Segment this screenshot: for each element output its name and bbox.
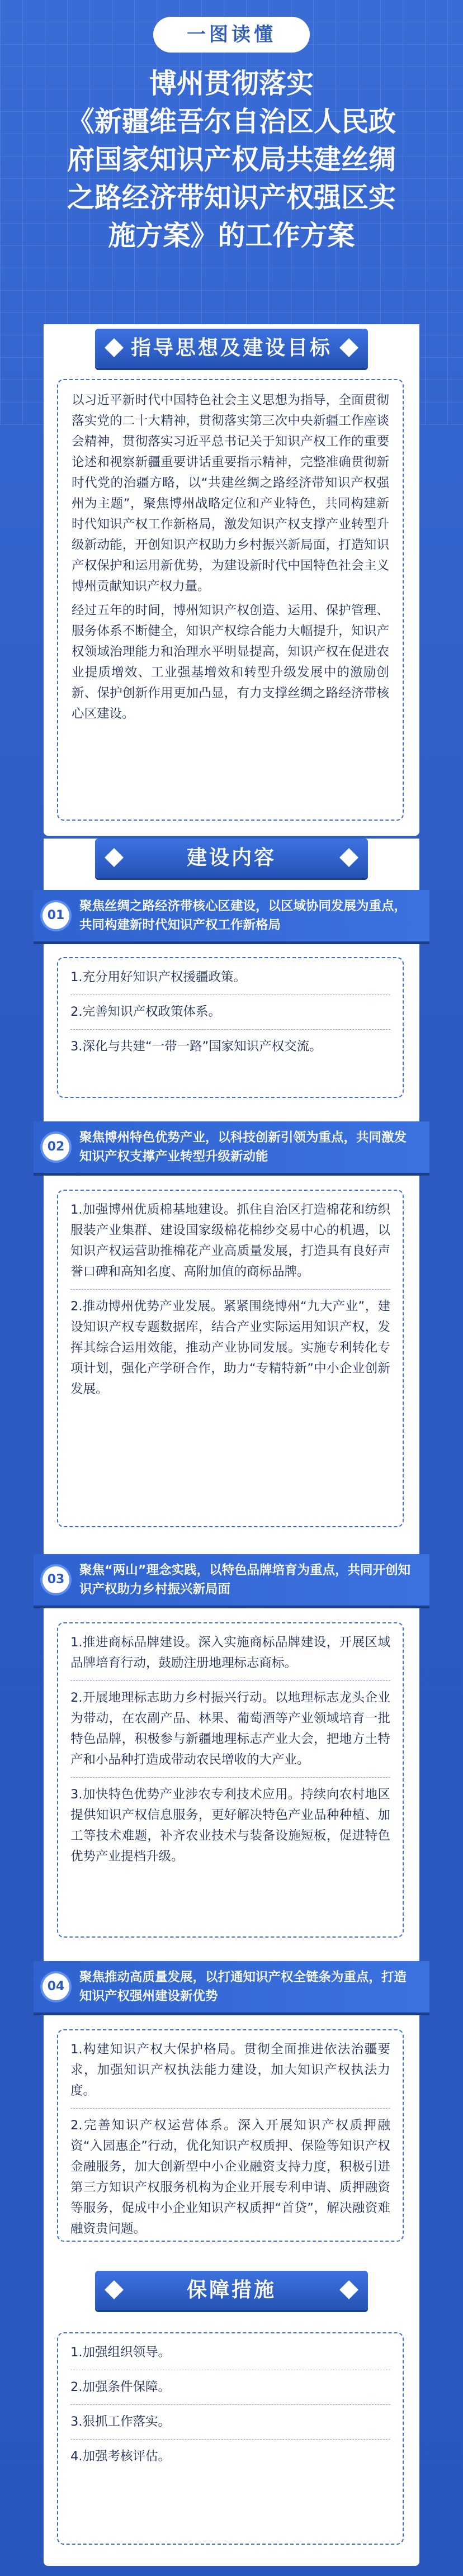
list-item: 1.构建知识产权大保护格局。贯彻全面推进依法治疆要求，加强知识产权执法能力建设，加大知识产权执法力度。: [70, 2039, 390, 2109]
list-item: 3.狠抓工作落实。: [70, 2412, 390, 2440]
content-group-header-4: [34, 1961, 429, 2012]
content-group-items-4: [57, 2029, 404, 2242]
list-item: 2.完善知识产权运营体系。深入开展知识产权质押融资“入园惠企”行动，优化知识产权质押、保险等知识产权金融服务，加大创新型中小企业融资支持力度，积极引进第三方知识产权服务机构为企业开展专利申请、质押融资等服务，促成中小企业知识产权质押“首贷”，解决融资难融资贵问题。: [70, 2118, 390, 2236]
title-line: 府国家知识产权局共建丝绸: [67, 144, 396, 176]
guiding-paragraph-2: 经过五年的时间，博州知识产权创造、运用、保护管理、服务体系不断健全，知识产权综合能力大幅提升，知识产权领域治理能力和治理水平明显提高，知识产权在促进农业提质增效、工业强基增效和转型升级发展中的激励创新、保护创新作用更加凸显，有力支撑丝绸之路经济带核心区建设。: [72, 603, 389, 721]
guiding-text-box: [57, 379, 404, 821]
page-title: [17, 65, 446, 255]
content-section-title: 建设内容: [95, 839, 368, 878]
content-group-header-1: [34, 890, 429, 941]
safeguard-section-title: 保障措施: [95, 2271, 368, 2310]
list-item: 2.推动博州优势产业发展。紧紧围绕博州“九大产业”，建设知识产权专题数据库，结合产业实际运用知识产权，发挥其综合运用效能，推动产业协同发展。实施专利转化专项计划，强化产学研合作，助力“专精特新”中小企业创新发展。: [70, 1299, 390, 1396]
content-group-header-3: [34, 1554, 429, 1606]
guiding-section-title: 指导思想及建设目标: [95, 329, 368, 368]
list-item: 3.深化与共建“一带一路”国家知识产权交流。: [70, 1039, 322, 1054]
group-heading: 聚焦丝绸之路经济带核心区建设，以区域协同发展为重点，共同构建新时代知识产权工作新格局: [79, 899, 407, 932]
group-number-badge: 02: [42, 1134, 69, 1161]
list-item: 4.加强考核评估。: [70, 2449, 171, 2464]
header-badge: 一图读懂: [153, 17, 310, 53]
title-line: 之路经济带知识产权强区实: [67, 182, 396, 214]
title-line: 博州贯彻落实: [149, 68, 314, 100]
list-item: 1.推进商标品牌建设。深入实施商标品牌建设，开展区域品牌培育行动，鼓励注册地理标志商标。: [70, 1632, 390, 1681]
content-group-header-2: [34, 1121, 429, 1173]
list-item: 1.充分用好知识产权援疆政策。: [70, 967, 390, 995]
list-item: 1.加强组织领导。: [70, 2342, 390, 2370]
list-item: 2.完善知识产权政策体系。: [70, 1002, 390, 1030]
group-heading: 聚焦推动高质量发展，以打通知识产权全链条为重点，打造知识产权强州建设新优势: [79, 1970, 407, 2004]
group-heading: 聚焦“两山”理念实践，以特色品牌培育为重点，共同开创知识产权助力乡村振兴新局面: [79, 1563, 411, 1597]
content-group-items-3: [57, 1622, 404, 1938]
group-number-badge: 03: [42, 1566, 69, 1593]
title-line: 施方案》的工作方案: [108, 220, 355, 252]
list-item: 2.加强条件保障。: [70, 2377, 390, 2405]
content-group-items-2: [57, 1190, 404, 1527]
group-heading: 聚焦博州特色优势产业，以科技创新引领为重点，共同激发知识产权支撑产业转型升级新动能: [79, 1130, 407, 1164]
list-item: 3.加快特色优势产业涉农专利技术应用。持续向农村地区提供知识产权信息服务，更好解决特色产业品种种植、加工等技术难题，补齐农业技术与装备设施短板，促进特色优势产业提档升级。: [70, 1787, 390, 1864]
safeguard-items: [57, 2332, 404, 2545]
group-number-badge: 04: [42, 1973, 69, 2000]
guiding-paragraph-1: 以习近平新时代中国特色社会主义思想为指导，全面贯彻落实党的二十大精神，贯彻落实第三次中央新疆工作座谈会精神，贯彻落实习近平总书记关于知识产权工作的重要论述和视察新疆重要讲话重要指示精神，完整准确贯彻新时代党的治疆方略，以“共建丝绸之路经济带知识产权强州为主题”，聚焦博州战略定位和产业特色，共同构建新时代知识产权工作新格局，激发知识产权支撑产业转型升级新动能，开创知识产权助力乡村振兴新局面，打造知识产权保护和运用新优势，为建设新时代中国特色社会主义博州贡献知识产权力量。: [72, 393, 389, 594]
group-number-badge: 01: [42, 902, 69, 929]
list-item: 1.加强博州优质棉基地建设。抓住自治区打造棉花和纺织服装产业集群、建设国家级棉花棉纱交易中心的机遇，以知识产权运营助推棉花产业高质量发展，打造具有良好声誉口碑和高知名度、高附加值的商标品牌。: [70, 1200, 390, 1290]
title-line: 《新疆维吾尔自治区人民政: [67, 106, 396, 138]
list-item: 2.开展地理标志助力乡村振兴行动。以地理标志龙头企业为带动，在农副产品、林果、葡萄酒等产业领域培育一批特色品牌，积极参与新疆地理标志产业大会，把地方土特产和小品种打造成带动农民增收的大产业。: [70, 1688, 390, 1778]
content-group-items-1: [57, 957, 404, 1098]
